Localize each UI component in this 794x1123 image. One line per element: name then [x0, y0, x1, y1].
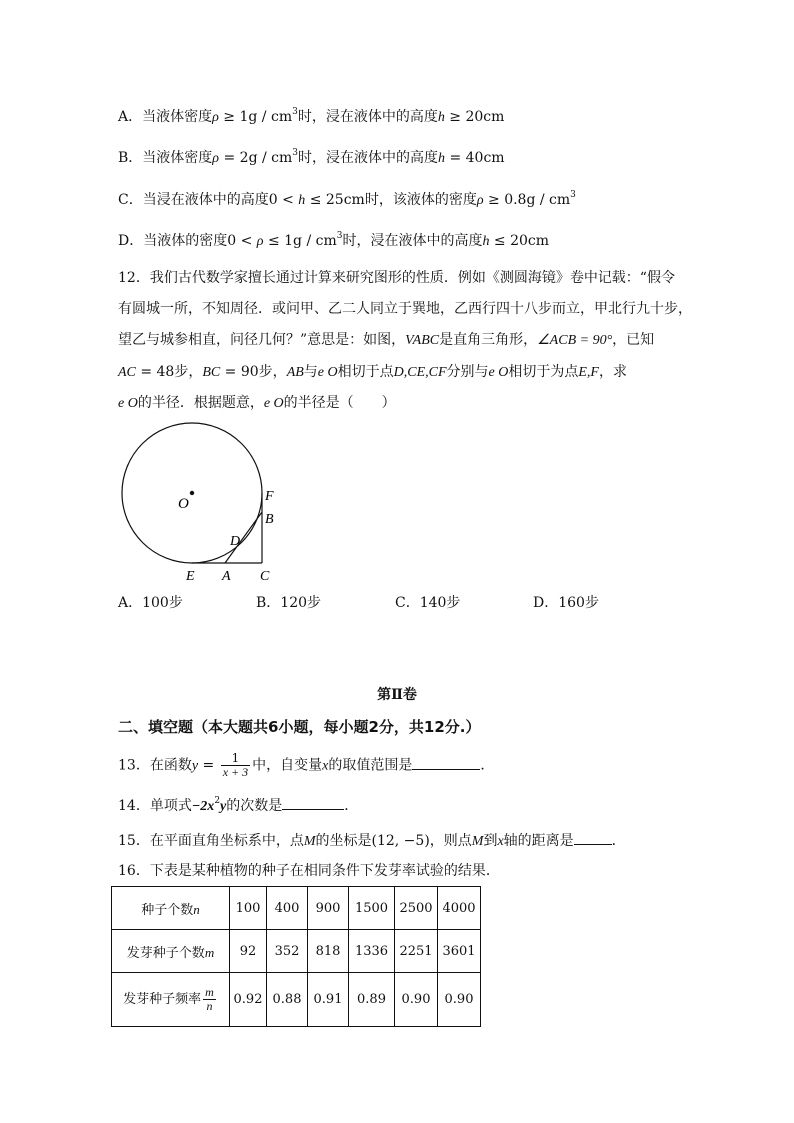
q14-answer-blank[interactable] — [282, 795, 344, 810]
table-row — [112, 973, 481, 1027]
q12-choice-d: D．160步 — [533, 595, 599, 611]
table-cell: 352 — [267, 930, 308, 973]
option-c: C．当浸在液体中的高度0 < h ≤ 25cm时，该液体的密度$\rho \ge 0.8g / cm^3$ — [118, 190, 576, 208]
table-row — [112, 887, 481, 930]
label-o: O — [178, 496, 189, 512]
table-cell: 1336 — [349, 930, 395, 973]
q15-answer-blank[interactable] — [574, 830, 612, 845]
row-header-seed-count: 种子个数n — [112, 887, 230, 930]
table-row — [112, 930, 481, 973]
table-cell: 2251 — [395, 930, 438, 973]
q16-intro: 16．下表是某种植物的种子在相同条件下发芽率试验的结果． — [118, 863, 500, 879]
table-cell: 100 — [230, 887, 267, 930]
germination-table — [111, 886, 481, 1027]
table-cell: 0.90 — [395, 973, 438, 1027]
section-title: 第Ⅱ卷 — [377, 687, 417, 703]
q13: 13．在函数y = $\frac{1}{x + 3}$ 中，自变量x的取值范围是 ． — [118, 751, 495, 779]
label-f: F — [265, 489, 274, 504]
table-cell: 0.91 — [308, 973, 349, 1027]
q12-line-3: 望乙与城参相直，问径几何？”意思是：如图，VABC是直角三角形，∠ACB = 90°，已知 — [118, 332, 655, 348]
table-cell: 400 — [267, 887, 308, 930]
q12-choice-a: A．100步 — [118, 595, 183, 611]
label-e: E — [186, 569, 195, 584]
label-a: A — [222, 569, 231, 584]
row-header-germinated: 发芽种子个数m — [112, 930, 230, 973]
q12-line-1: 12．我们古代数学家擅长通过计算来研究图形的性质．例如《测圆海镜》卷中记载：“假令 — [118, 270, 675, 286]
q14: 14．单项式$-2x^2y$的次数是 ． — [118, 796, 359, 814]
q12-line-5: e O的半径．根据题意，e O的半径是（ ） — [118, 395, 396, 411]
table-cell: 0.92 — [230, 973, 267, 1027]
circle-figure — [110, 418, 290, 588]
option-d: D．当液体的密度$0 < \rho \le 1g / cm^3$时，浸在液体中的高度h ≤ 20cm — [118, 231, 550, 249]
table-cell: 92 — [230, 930, 267, 973]
q12-line-2: 有圆城一所，不知周径．或问甲、乙二人同立于巽地，乙西行四十八步而立，甲北行九十步， — [118, 301, 692, 317]
section-heading: 二、填空题（本大题共6小题，每小题2分，共12分.） — [118, 718, 481, 736]
q13-fraction: $\frac{1}{x + 3}$ — [222, 751, 249, 779]
center-point — [190, 491, 194, 495]
option-b: B．当液体密度$\rho = 2g / cm^3$时，浸在液体中的高度h = 40cm — [118, 148, 505, 166]
table-cell: 0.89 — [349, 973, 395, 1027]
table-cell: 900 — [308, 887, 349, 930]
table-cell: 3601 — [438, 930, 481, 973]
table-cell: 2500 — [395, 887, 438, 930]
table-cell: 4000 — [438, 887, 481, 930]
table-cell: 1500 — [349, 887, 395, 930]
label-d: D — [230, 534, 241, 549]
option-a: A．当液体密度$\rho \ge 1g / cm^3$时，浸在液体中的高度h ≥ 20cm — [118, 107, 505, 125]
table-cell: 818 — [308, 930, 349, 973]
q13-answer-blank[interactable] — [412, 755, 480, 770]
q15: 15．在平面直角坐标系中，点M的坐标是(12, −5)，则点M到x轴的距离是 ． — [118, 830, 626, 852]
label-c: C — [260, 569, 270, 584]
q12-choice-c: C．140步 — [395, 595, 461, 611]
table-cell: 0.90 — [438, 973, 481, 1027]
q12-line-4: AC = 48步，BC = 90步，AB与e O相切于点D,CE,CF分别与e O相切于为点E,F，求 — [118, 364, 627, 380]
q12-choice-b: B．120步 — [256, 595, 322, 611]
table-cell: 0.88 — [267, 973, 308, 1027]
label-b: B — [265, 512, 274, 527]
row-header-frequency: 发芽种子频率 $\frac{m}{n}$ — [112, 973, 230, 1027]
